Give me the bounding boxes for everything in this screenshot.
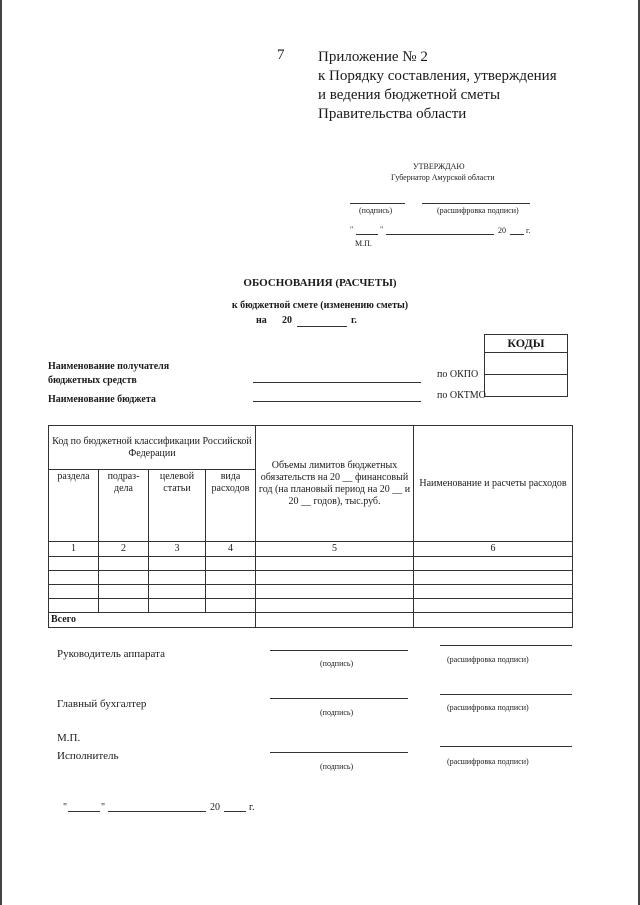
table-cell[interactable] [206,585,256,599]
table-cell[interactable] [149,571,206,585]
appendix-title: Приложение № 2 [318,49,428,65]
okpo-label: по ОКПО [437,369,479,380]
document-year-suffix: г. [351,315,357,326]
table-cell[interactable] [256,599,414,613]
okpo-code-cell[interactable] [485,353,568,375]
budget-classification-header: Код по бюджетной классификации Российской Федерации [49,426,256,470]
limits-column-header: Объемы лимитов бюджетных обязательств на 20 __ финансовый год (на плановый период на 20 __ и 20 __ годов), тыс.руб. [256,426,414,542]
recipient-label-line-1: Наименование получателя [48,361,170,372]
oktmo-code-cell[interactable] [485,375,568,397]
approval-signature-line [350,203,405,204]
footer-date-year-suffix: г. [249,802,255,813]
accountant-signature-line[interactable] [270,698,408,699]
table-cell[interactable] [149,599,206,613]
document-year-prefix: на [256,315,267,326]
approval-date-year-prefix: 20 [498,226,506,235]
column-number: 1 [49,542,99,557]
executor-decode-caption: (расшифровка подписи) [447,757,529,766]
total-calc-cell[interactable] [414,613,573,628]
recipient-label-line-2: бюджетных средств [48,375,137,386]
table-cell[interactable] [256,585,414,599]
appendix-line-1: к Порядку составления, утверждения [318,68,557,84]
column-number: 6 [414,542,573,557]
table-cell[interactable] [414,557,573,571]
table-cell[interactable] [49,599,99,613]
table-cell[interactable] [414,571,573,585]
table-cell[interactable] [149,585,206,599]
table-cell[interactable] [99,571,149,585]
footer-date-year-prefix: 20 [210,802,220,813]
signatures-stamp: М.П. [57,732,81,744]
document-year-line [297,326,347,327]
table-cell[interactable] [414,585,573,599]
table-cell[interactable] [206,599,256,613]
footer-date-year-line[interactable] [224,811,246,812]
document-title: ОБОСНОВАНИЯ (РАСЧЕТЫ) [243,277,397,289]
column-number: 2 [99,542,149,557]
column-number: 5 [256,542,414,557]
accountant-signature-caption: (подпись) [320,708,354,717]
accountant-decode-line[interactable] [440,694,572,695]
approval-title: УТВЕРЖДАЮ [413,162,465,171]
approval-signature-caption: (подпись) [359,206,393,215]
approval-date-open-quote: " [350,225,354,234]
recipient-label [48,360,169,388]
head-label: Руководитель аппарата [57,648,165,660]
table-cell[interactable] [256,571,414,585]
expense-column-header: вида расходов [206,470,256,542]
approval-date-year-line [510,234,524,235]
codes-table [484,334,568,397]
accountant-decode-caption: (расшифровка подписи) [447,703,529,712]
footer-date-close-quote: " [101,802,106,813]
table-cell[interactable] [256,557,414,571]
total-label: Всего [49,613,256,628]
target-column-header: целевой статьи [149,470,206,542]
head-decode-caption: (расшифровка подписи) [447,655,529,664]
table-cell[interactable] [49,557,99,571]
oktmo-label: по ОКТМО [437,390,486,401]
section-column-header: раздела [49,470,99,542]
appendix-line-2: и ведения бюджетной сметы [318,87,501,103]
budget-label: Наименование бюджета [48,394,156,405]
document-year-num: 20 [282,315,292,326]
total-limits-cell[interactable] [256,613,414,628]
table-cell[interactable] [49,585,99,599]
table-cell[interactable] [206,557,256,571]
footer-date-open-quote: " [63,802,68,813]
appendix-block [318,48,557,124]
appendix-line-3: Правительства области [318,106,467,122]
accountant-label: Главный бухгалтер [57,698,147,710]
table-row [49,557,573,571]
budget-name-line[interactable] [253,401,421,402]
calculations-column-header: Наименование и расчеты расходов [414,426,573,542]
subsection-column-header: подраз-дела [99,470,149,542]
calculation-table [48,425,573,628]
approval-stamp: М.П. [355,239,372,248]
footer-date-day-line[interactable] [68,811,100,812]
approval-date-month-line [386,234,494,235]
table-cell[interactable] [206,571,256,585]
footer-date-month-line[interactable] [108,811,206,812]
table-row [49,599,573,613]
page-left-edge [0,0,2,905]
executor-signature-caption: (подпись) [320,762,354,771]
approval-decode-caption: (расшифровка подписи) [437,206,519,215]
table-cell[interactable] [99,585,149,599]
executor-signature-line[interactable] [270,752,408,753]
table-row [49,585,573,599]
approval-decode-line [422,203,530,204]
executor-label: Исполнитель [57,750,119,762]
table-cell[interactable] [99,557,149,571]
approval-date-close-quote: " [380,225,384,234]
approval-date-day-line [356,234,378,235]
approval-date-year-suffix: г. [526,226,531,235]
total-row [49,613,573,628]
approval-position: Губернатор Амурской области [391,173,495,182]
table-cell[interactable] [49,571,99,585]
table-cell[interactable] [149,557,206,571]
page-number: 7 [277,47,285,63]
document-subtitle: к бюджетной смете (изменению сметы) [231,300,409,311]
head-signature-line[interactable] [270,650,408,651]
column-number: 3 [149,542,206,557]
codes-header: КОДЫ [485,335,568,353]
recipient-name-line[interactable] [253,382,421,383]
column-number: 4 [206,542,256,557]
head-decode-line[interactable] [440,645,572,646]
table-cell[interactable] [414,599,573,613]
head-signature-caption: (подпись) [320,659,354,668]
table-cell[interactable] [99,599,149,613]
executor-decode-line[interactable] [440,746,572,747]
table-row [49,571,573,585]
